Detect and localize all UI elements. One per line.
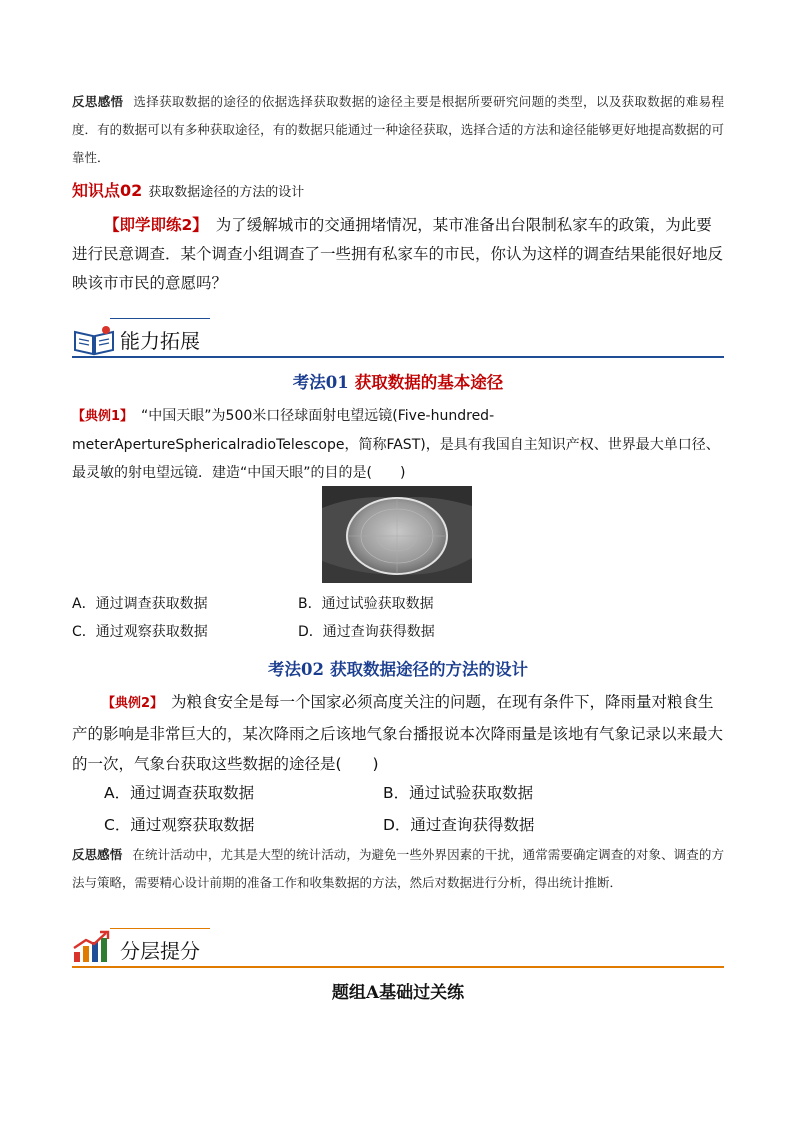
knowledge-point-number: 知识点02	[72, 181, 143, 200]
method-heading	[72, 656, 724, 680]
option-a[interactable]: A．通过调查获取数据	[72, 596, 208, 612]
option-c[interactable]: C．通过观察获取数据	[72, 624, 208, 640]
reflection-label: 反思感悟	[72, 847, 123, 862]
practice-text: 为了缓解城市的交通拥堵情况，某市准备出台限制私家车的政策，为此要进行民意调查．某个调查小组调查了一些拥有私家车的市民，你认为这样的调查结果能很好地反映该市市民的意愿吗？	[72, 216, 724, 292]
fast-telescope-photo	[322, 486, 472, 583]
section-header-layered	[72, 928, 724, 968]
option-c[interactable]: C．通过观察获取数据	[104, 816, 255, 834]
method-title: 获取数据的基本途径	[354, 373, 504, 392]
method-title: 获取数据途径的方法的设计	[329, 660, 528, 679]
reflection-text: 选择获取数据的途径的依据选择获取数据的途径主要是根据所要研究问题的类型，以及获取数据的难易程度．有的数据可以有多种获取途径，有的数据只能通过一种途径获取，选择合适的方法和途径能够更好地提高数据的可靠性．	[72, 94, 724, 165]
practice-tag: 【即学即练2】	[104, 216, 208, 234]
section-rule	[72, 966, 724, 968]
reflection-paragraph	[72, 88, 724, 172]
knowledge-point-title: 获取数据途径的方法的设计	[148, 185, 305, 200]
option-a[interactable]: A．通过调查获取数据	[104, 784, 255, 802]
method-heading	[72, 369, 724, 393]
section-overline	[110, 318, 210, 319]
example-question	[72, 402, 724, 487]
section-overline	[110, 928, 210, 929]
example-text: 为粮食安全是每一个国家必须高度关注的问题，在现有条件下，降雨量对粮食生产的影响是非常巨大的，某次降雨之后该地气象台播报说本次降雨量是该地有气象记录以来最大的一次，气象台获取这些数据的途径是( )	[72, 693, 724, 773]
question-group-title: 题组A基础过关练	[331, 983, 465, 1003]
example-text: “中国天眼”为500米口径球面射电望远镜(Five-hundred-meterApertureSphericalradioTelescope，简称FAST)，是具有我国自主知识产权、世界最大单口径、最灵敏的射电望远镜．建造“中国天眼”的目的是( )	[72, 408, 720, 481]
option-d[interactable]: D．通过查询获得数据	[298, 624, 435, 640]
reflection-text: 在统计活动中，尤其是大型的统计活动，为避免一些外界因素的干扰，通常需要确定调查的对象、调查的方法与策略，需要精心设计前期的准备工作和收集数据的方法，然后对数据进行分析，得出统计推断．	[72, 847, 724, 890]
option-b[interactable]: B．通过试验获取数据	[383, 784, 534, 802]
practice-question	[72, 211, 724, 298]
method-number: 考法02	[268, 660, 324, 679]
option-d[interactable]: D．通过查询获得数据	[383, 816, 535, 834]
example-tag: 【典例1】	[72, 409, 134, 424]
section-header-ability	[72, 318, 724, 358]
section-title: 能力拓展	[120, 329, 200, 353]
section-rule	[72, 356, 724, 358]
method-number: 考法01	[292, 373, 349, 392]
example-question	[72, 687, 724, 779]
rising-bar-chart-icon	[72, 930, 112, 964]
knowledge-point-heading	[72, 178, 304, 201]
example-options	[104, 780, 662, 838]
option-b[interactable]: B．通过试验获取数据	[298, 596, 434, 612]
open-book-icon	[72, 324, 116, 356]
reflection-label: 反思感悟	[72, 94, 124, 109]
section-title: 分层提分	[120, 939, 200, 963]
example-options	[72, 592, 524, 644]
example-tag: 【典例2】	[102, 696, 164, 711]
reflection-paragraph	[72, 841, 724, 897]
